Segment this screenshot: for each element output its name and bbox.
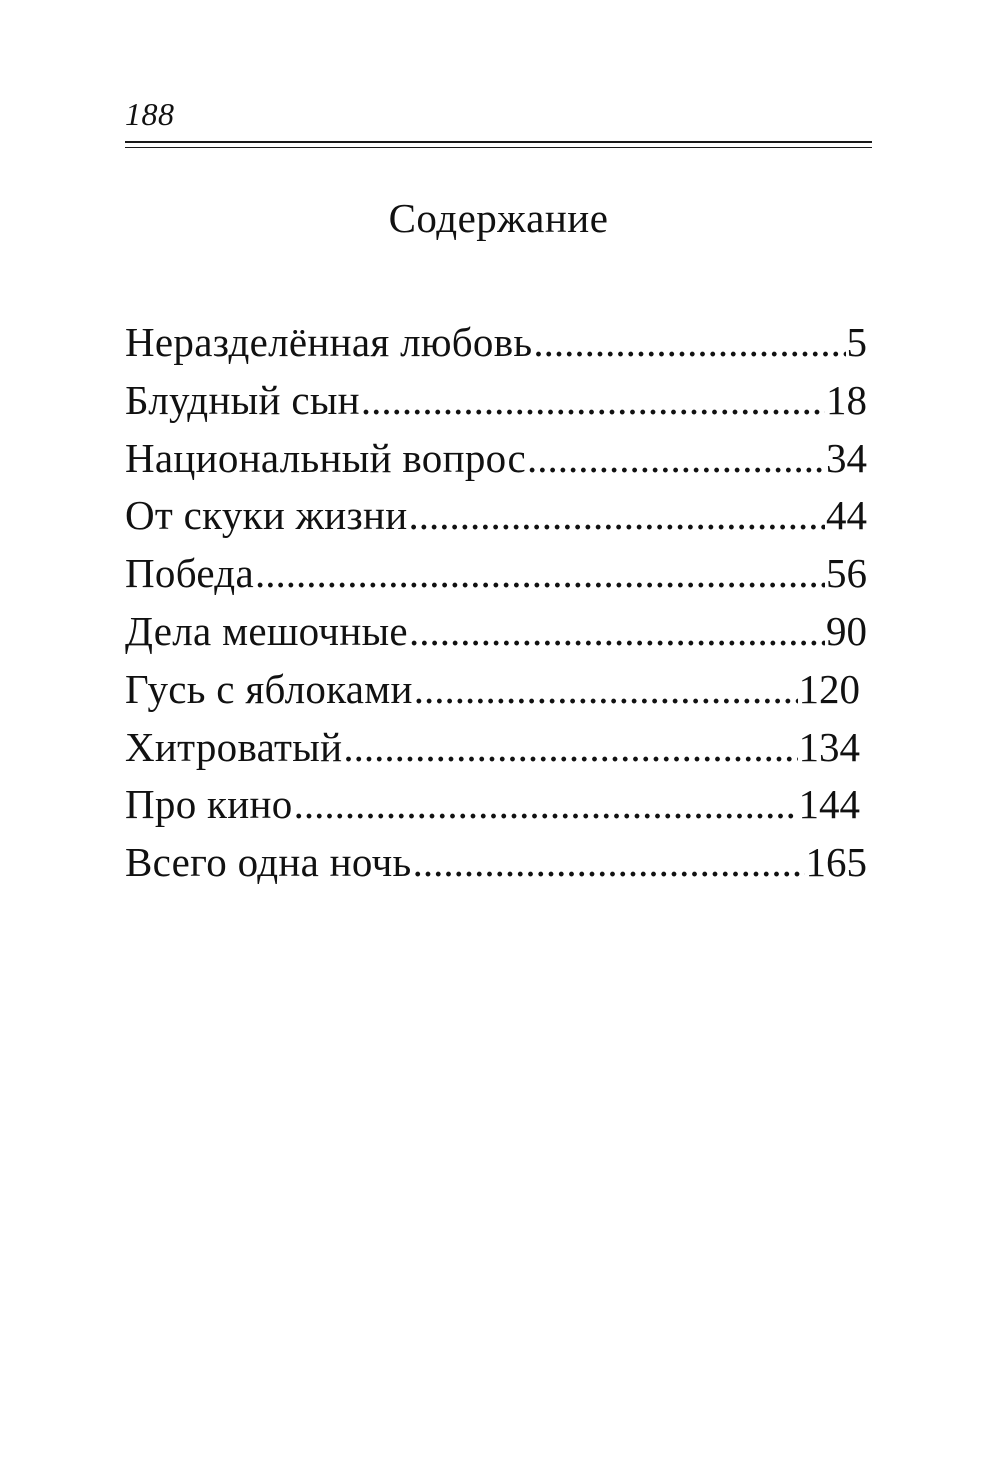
toc-entry-page: 34: [826, 434, 867, 481]
toc-entry-title: Хитроватый: [125, 723, 343, 770]
toc-entry-page: 165: [805, 839, 867, 886]
dot-leader: [343, 719, 797, 777]
toc-entry: [125, 603, 867, 661]
dot-leader: [413, 834, 805, 892]
toc-entry-page: 44: [826, 492, 867, 539]
toc-entry: [125, 314, 867, 372]
toc-entry-title: Блудный сын: [125, 376, 360, 423]
header-rule-thin: [125, 147, 872, 148]
toc-entry-title: Победа: [125, 550, 254, 597]
dot-leader: [527, 430, 825, 488]
toc-entry-title: Дела мешочные: [125, 607, 408, 654]
toc-entry-page: 5: [846, 319, 867, 365]
dot-leader: [255, 545, 825, 603]
dot-leader: [294, 776, 798, 834]
dot-leader: [414, 661, 798, 719]
toc-entry-title: Гусь с яблоками: [125, 665, 413, 712]
toc-entry-page: 144: [798, 781, 860, 828]
toc-entry-page: 134: [798, 723, 860, 770]
toc-entry-title: Неразделённая любовь: [125, 319, 533, 365]
toc-entry: [125, 661, 860, 719]
toc-entry-page: 90: [826, 607, 867, 654]
contents-list: [125, 314, 867, 892]
toc-entry: [125, 545, 867, 603]
dot-leader: [408, 487, 825, 545]
toc-entry-title: Про кино: [125, 781, 293, 828]
dot-leader: [361, 372, 825, 430]
toc-entry: [125, 430, 867, 488]
header-rule-thick: [125, 141, 872, 143]
contents-heading: Содержание: [388, 195, 609, 241]
toc-entry-title: Всего одна ночь: [125, 839, 412, 886]
toc-entry: [125, 834, 867, 892]
toc-entry: [125, 719, 860, 777]
toc-entry-page: 18: [826, 376, 867, 423]
dot-leader: [409, 603, 825, 661]
toc-entry: [125, 776, 860, 834]
page-number: 188: [125, 96, 175, 132]
toc-entry-title: От скуки жизни: [125, 492, 408, 539]
toc-entry-title: Национальный вопрос: [125, 434, 526, 481]
toc-entry-page: 56: [826, 550, 867, 597]
toc-entry: [125, 372, 867, 430]
toc-entry-page: 120: [798, 665, 860, 712]
dot-leader: [533, 314, 845, 372]
toc-entry: [125, 487, 867, 545]
